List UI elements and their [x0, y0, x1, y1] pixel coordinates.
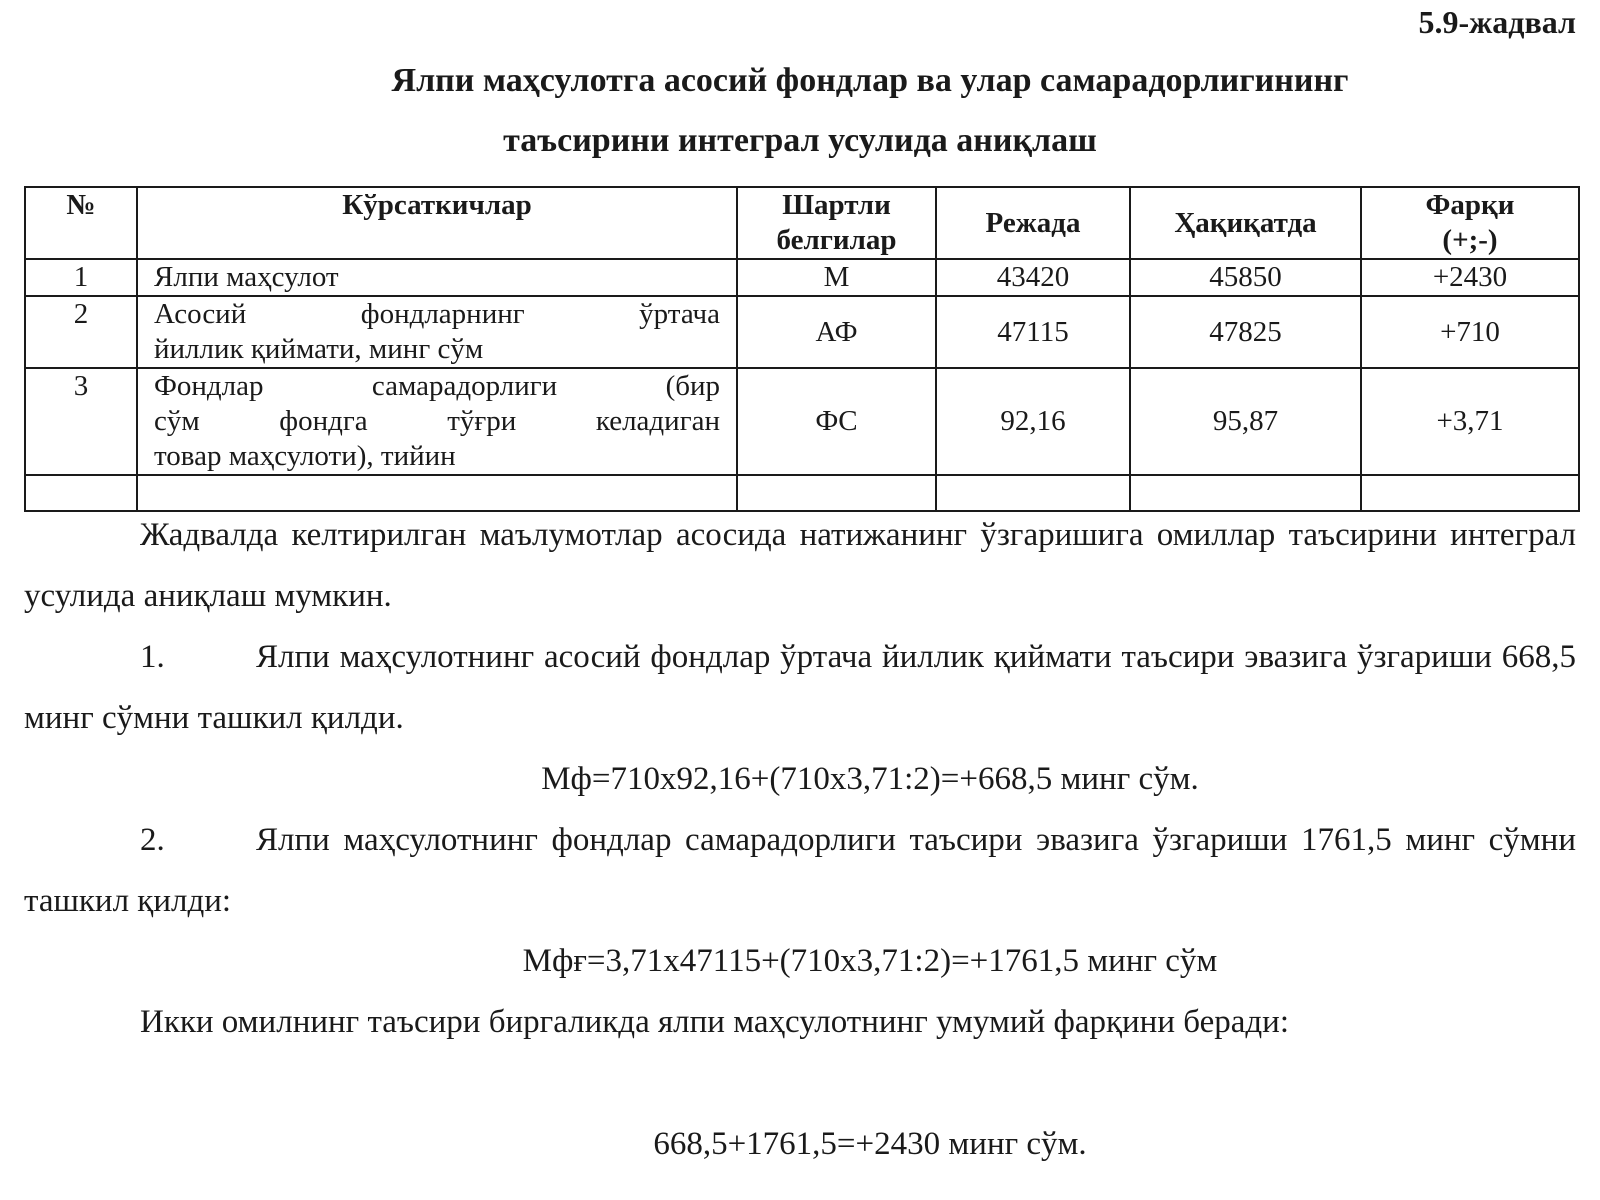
table-row	[25, 259, 1579, 296]
row-2-num: 2	[25, 296, 137, 368]
row-3-diff: +3,71	[1361, 368, 1579, 475]
row-2-symbol: АФ	[737, 296, 936, 368]
row-2-name-line-2: йиллик қиймати, минг сўм	[154, 333, 484, 365]
row-2-name	[137, 296, 737, 368]
header-num: №	[25, 187, 137, 259]
paragraph-intro: Жадвалда келтирилган маълумотлар асосида натижанинг ўзгаришига омиллар таъсирини интеграл усулида аниқлаш мумкин.	[24, 517, 1576, 614]
header-indicators: Кўрсаткичлар	[137, 187, 737, 259]
row-3-symbol: ФС	[737, 368, 936, 475]
row-3-plan: 92,16	[936, 368, 1130, 475]
header-symbols-line-2: белгилар	[776, 224, 897, 256]
header-symbols-line-1: Шартли	[782, 189, 891, 221]
row-2-plan: 47115	[936, 296, 1130, 368]
row-1-symbol: М	[737, 259, 936, 296]
row-3-name-line-1: Фондлар самарадорлиги (бир	[154, 370, 720, 402]
list-item-1	[24, 627, 1576, 749]
row-3-num: 3	[25, 368, 137, 475]
header-actual: Ҳақиқатда	[1130, 187, 1361, 259]
row-1-name-line-1: Ялпи маҳсулот	[154, 261, 339, 293]
list-item-2-number: 2.	[140, 822, 165, 858]
table-title-line-2: таъсирини интеграл усулида аниқлаш	[503, 122, 1097, 159]
header-diff-line-2: (+;-)	[1442, 224, 1498, 256]
row-1-actual: 45850	[1130, 259, 1361, 296]
formula-2: Мфғ=3,71х47115+(710х3,71:2)=+1761,5 минг сўм	[522, 943, 1218, 979]
list-item-1-text: Ялпи маҳсулотнинг асосий фондлар ўртача йиллик қиймати таъсири эвазига ўзгариши 668,5 минг сўмни ташкил қилди.	[24, 639, 1576, 736]
list-item-2	[24, 810, 1576, 932]
formula-3: 668,5+1761,5=+2430 минг сўм.	[653, 1126, 1087, 1162]
row-1-diff: +2430	[1361, 259, 1579, 296]
table-number-label: 5.9-жадвал	[1418, 4, 1576, 40]
table-row	[25, 296, 1579, 368]
row-3-name-line-3: товар маҳсулоти), тийин	[154, 440, 456, 472]
header-plan: Режада	[936, 187, 1130, 259]
paragraph-conclusion: Икки омилнинг таъсири биргаликда ялпи маҳсулотнинг умумий фарқини беради:	[140, 1004, 1290, 1040]
row-2-name-line-1: Асосий фондларнинг ўртача	[154, 298, 720, 330]
row-3-name-line-2: сўм фондга тўғри келадиган	[154, 405, 720, 437]
indicators-table	[24, 186, 1580, 512]
formula-1: Мф=710х92,16+(710х3,71:2)=+668,5 минг сўм.	[541, 761, 1199, 797]
row-1-num: 1	[25, 259, 137, 296]
header-diff-line-1: Фарқи	[1425, 189, 1515, 221]
row-3-actual: 95,87	[1130, 368, 1361, 475]
header-diff	[1361, 187, 1579, 259]
table-title-line-1: Ялпи маҳсулотга асосий фондлар ва улар самарадорлигининг	[391, 62, 1349, 99]
table-row	[25, 368, 1579, 475]
header-symbols	[737, 187, 936, 259]
row-2-actual: 47825	[1130, 296, 1361, 368]
list-item-2-text: Ялпи маҳсулотнинг фондлар самарадорлиги таъсири эвазига ўзгариши 1761,5 минг сўмни ташкил қилди:	[24, 822, 1576, 919]
row-1-name	[137, 259, 737, 296]
list-item-1-number: 1.	[140, 639, 165, 675]
row-3-name	[137, 368, 737, 475]
row-2-diff: +710	[1361, 296, 1579, 368]
row-1-plan: 43420	[936, 259, 1130, 296]
table-header-row	[25, 187, 1579, 259]
